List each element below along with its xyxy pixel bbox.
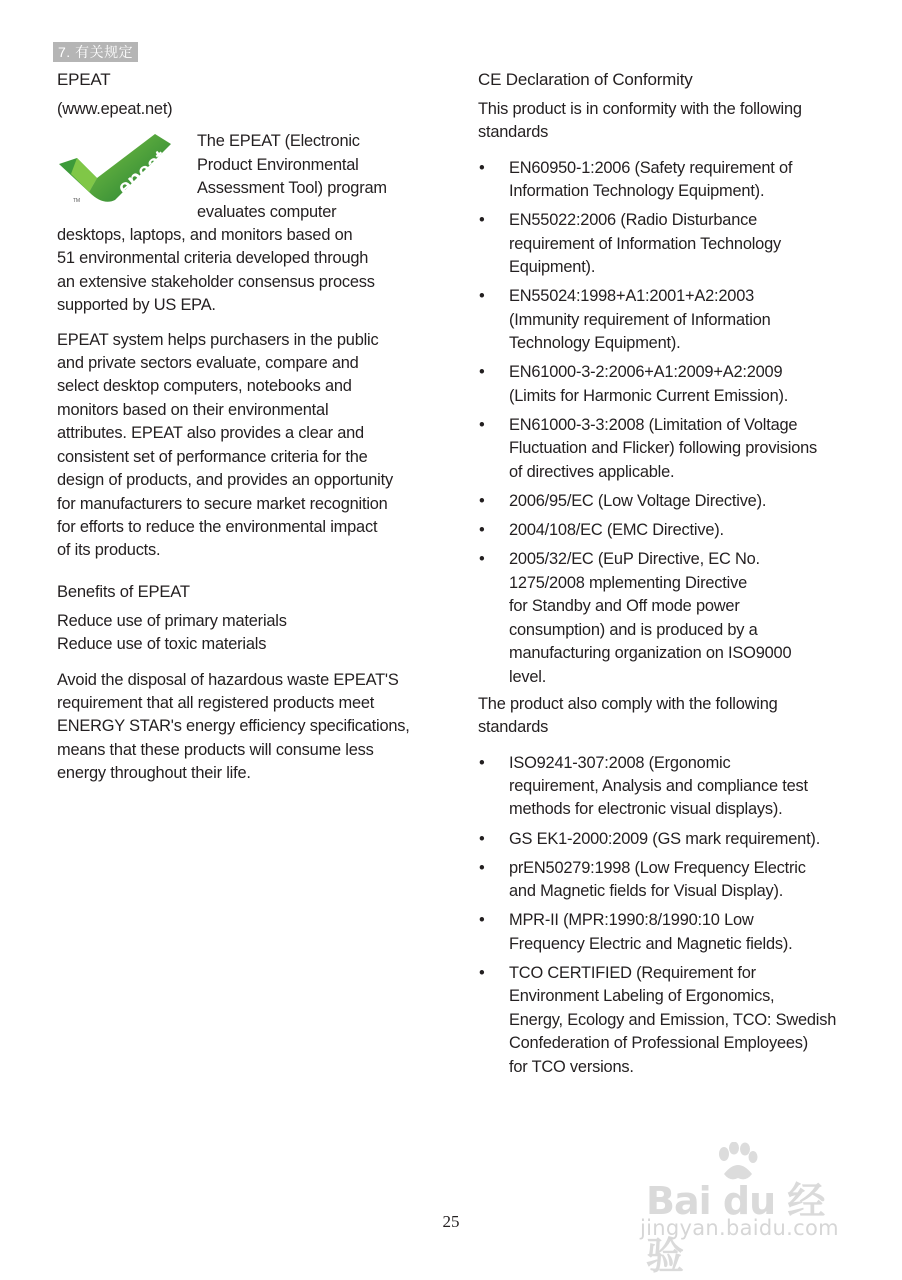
paragraph-line: for manufacturers to secure market recognition — [57, 494, 388, 513]
paragraph-line: energy throughout their life. — [57, 764, 251, 783]
standard-item — [478, 285, 858, 355]
standard-item — [478, 548, 858, 688]
paragraph-line: select desktop computers, notebooks and — [57, 377, 352, 396]
benefits-list — [57, 610, 429, 657]
paragraph-line: and private sectors evaluate, compare and — [57, 354, 359, 373]
paragraph-line: Avoid the disposal of hazardous waste EPEAT'S — [57, 670, 399, 689]
paragraph-line: standards — [478, 123, 549, 142]
epeat-url: (www.epeat.net) — [57, 100, 173, 118]
standard-item-line: • ISO9241-307:2008 (Ergonomic — [509, 753, 731, 772]
paragraph-line: EPEAT system helps purchasers in the public — [57, 330, 379, 349]
standard-item-line: • MPR-II (MPR:1990:8/1990:10 Low — [509, 911, 754, 930]
ce-intro — [478, 98, 858, 145]
standard-item-line: • EN61000-3-2:2006+A1:2009+A2:2009 — [509, 363, 783, 382]
standard-item-line: of directives applicable. — [509, 462, 675, 481]
standard-item — [478, 361, 858, 408]
logo-tm: TM — [73, 198, 80, 205]
standard-item-line: • 2006/95/EC (Low Voltage Directive). — [509, 492, 767, 511]
standard-item-line: Equipment). — [509, 258, 596, 277]
epeat-intro — [57, 130, 429, 317]
paragraph-line: consistent set of performance criteria for the — [57, 447, 368, 466]
section-tag: 7. 有关规定 — [53, 42, 138, 62]
standard-item-line: level. — [509, 667, 547, 686]
standard-item-line: • GS EK1-2000:2009 (GS mark requirement). — [509, 829, 821, 848]
standard-item — [478, 962, 858, 1079]
paragraph-line: of its products. — [57, 541, 161, 560]
standard-item — [478, 828, 858, 851]
standard-item-line: 1275/2008 mplementing Directive — [509, 573, 747, 592]
standard-item — [478, 752, 858, 822]
watermark-url: jingyan.baidu.com — [640, 1216, 839, 1240]
standard-item-line: • EN60950-1:2006 (Safety requirement of — [509, 158, 793, 177]
standard-item-line: • 2005/32/EC (EuP Directive, EC No. — [509, 550, 760, 569]
also-standards-list — [478, 752, 858, 1079]
epeat-logo-graphic — [57, 134, 182, 206]
ce-standards-list — [478, 157, 858, 689]
standard-item-line: and Magnetic fields for Visual Display). — [509, 882, 784, 901]
standard-item-line: Fluctuation and Flicker) following provisions — [509, 439, 818, 458]
paragraph-line: design of products, and provides an opportunity — [57, 471, 393, 490]
standard-item-line: manufacturing organization on ISO9000 — [509, 644, 792, 663]
left-column — [57, 68, 429, 786]
standard-item-line: • EN61000-3-3:2008 (Limitation of Voltage — [509, 416, 798, 435]
epeat-intro-line: 51 environmental criteria developed through — [57, 249, 369, 268]
standard-item-line: • prEN50279:1998 (Low Frequency Electric — [509, 858, 806, 877]
standard-item-line: • 2004/108/EC (EMC Directive). — [509, 521, 724, 540]
standard-item-line: Frequency Electric and Magnetic fields). — [509, 934, 793, 953]
epeat-intro-line: desktops, laptops, and monitors based on — [57, 226, 353, 245]
page-number: 25 — [442, 1212, 460, 1231]
standard-item-line: • EN55022:2006 (Radio Disturbance — [509, 211, 758, 230]
paragraph-line: means that these products will consume less — [57, 740, 374, 759]
standard-item-line: for Standby and Off mode power — [509, 597, 740, 616]
epeat-heading: EPEAT — [57, 70, 111, 89]
benefit-item: Reduce use of primary materials — [57, 611, 287, 630]
epeat-intro-line: supported by US EPA. — [57, 296, 216, 315]
paragraph-line: attributes. EPEAT also provides a clear and — [57, 424, 364, 443]
standard-item — [478, 909, 858, 956]
standard-item-line: (Immunity requirement of Information — [509, 310, 771, 329]
paragraph-line: requirement that all registered products meet — [57, 693, 375, 712]
epeat-intro-line: an extensive stakeholder consensus process — [57, 272, 375, 291]
benefit-item: Reduce use of toxic materials — [57, 635, 267, 654]
epeat-system-paragraph — [57, 329, 429, 563]
also-intro — [478, 693, 858, 740]
standard-item-line: Confederation of Professional Employees) — [509, 1034, 809, 1053]
benefits-heading: Benefits of EPEAT — [57, 581, 190, 601]
paragraph-line: ENERGY STAR's energy efficiency specifications, — [57, 717, 410, 736]
standard-item-line: for TCO versions. — [509, 1057, 634, 1076]
avoid-paragraph — [57, 669, 429, 786]
epeat-logo — [57, 134, 197, 212]
paragraph-line: The product also comply with the following — [478, 694, 778, 713]
ce-heading: CE Declaration of Conformity — [478, 70, 693, 89]
epeat-intro-line: evaluates computer — [197, 202, 337, 221]
epeat-intro-line: The EPEAT (Electronic — [197, 132, 360, 151]
standard-item-line: • TCO CERTIFIED (Requirement for — [509, 963, 756, 982]
standard-item-line: methods for electronic visual displays). — [509, 800, 783, 819]
standard-item-line: Energy, Ecology and Emission, TCO: Swedish — [509, 1010, 837, 1029]
right-column — [478, 68, 858, 1085]
watermark — [640, 1150, 860, 1278]
standard-item-line: (Limits for Harmonic Current Emission). — [509, 386, 789, 405]
standard-item-line: Technology Equipment). — [509, 334, 681, 353]
paragraph-line: This product is in conformity with the following — [478, 100, 802, 118]
standard-item — [478, 414, 858, 484]
logo-text: epeat — [112, 145, 172, 201]
standard-item-line: requirement of Information Technology — [509, 234, 782, 253]
standard-item-line: Environment Labeling of Ergonomics, — [509, 987, 775, 1006]
epeat-intro-line: Assessment Tool) program — [197, 179, 387, 198]
paragraph-line: for efforts to reduce the environmental impact — [57, 517, 378, 536]
standard-item — [478, 157, 858, 204]
paragraph-line: monitors based on their environmental — [57, 400, 329, 419]
standard-item-line: consumption) and is produced by a — [509, 620, 758, 639]
standard-item-line: • EN55024:1998+A1:2001+A2:2003 — [509, 287, 755, 306]
standard-item — [478, 490, 858, 513]
standard-item-line: requirement, Analysis and compliance test — [509, 776, 808, 795]
standard-item — [478, 857, 858, 904]
paragraph-line: standards — [478, 718, 549, 737]
standard-item-line: Information Technology Equipment). — [509, 182, 765, 201]
standard-item — [478, 209, 858, 279]
epeat-intro-line: Product Environmental — [197, 155, 359, 174]
watermark-brand: Bai du 经验 — [646, 1179, 825, 1278]
standard-item — [478, 519, 858, 542]
